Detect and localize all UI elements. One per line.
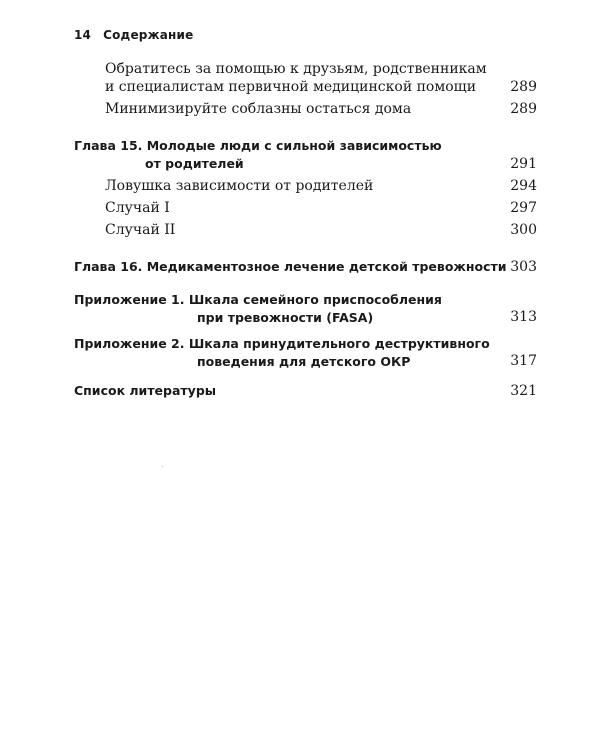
toc-appendix-entry	[74, 335, 537, 371]
toc-page-number: 317	[510, 353, 537, 369]
toc-entry	[74, 177, 537, 195]
toc-page-number: 294	[510, 178, 537, 194]
toc-entry-text	[74, 177, 537, 195]
toc-entry-line: поведения для детского ОКР	[197, 354, 411, 369]
toc-entry-line: при тревожности (FASA)	[197, 310, 374, 325]
toc-entry	[74, 221, 537, 239]
toc-chapter-entry	[74, 137, 537, 173]
toc-page-number: 291	[510, 156, 537, 172]
toc-entry-line: Приложение 1. Шкала семейного приспособления	[74, 292, 442, 307]
toc-entry-text	[74, 100, 537, 118]
toc-entry-text	[74, 137, 537, 173]
toc-page-number: 321	[510, 383, 537, 399]
toc-entry-line: Случай I	[105, 200, 170, 216]
toc-chapter-entry	[74, 258, 537, 276]
toc-page-number: 289	[510, 101, 537, 117]
toc-entry-line: Приложение 2. Шкала принудительного деструктивного	[74, 336, 490, 351]
running-header	[74, 28, 193, 42]
toc-entry-line: Минимизируйте соблазны остаться дома	[105, 101, 412, 117]
toc-entry-text	[74, 382, 537, 400]
toc-entry-text	[74, 291, 537, 327]
toc-entry-line: от родителей	[145, 156, 244, 171]
toc-references-entry	[74, 382, 537, 400]
toc-entry-line: Обратитесь за помощью к друзьям, родственникам	[105, 61, 487, 77]
toc-entry-line: Случай II	[105, 222, 176, 238]
toc-entry-line: и специалистам первичной медицинской помощи	[105, 79, 477, 95]
toc-entry	[74, 100, 537, 118]
toc-entry-text	[74, 335, 537, 371]
toc-page-number: 289	[510, 79, 537, 95]
toc-entry-text	[74, 221, 537, 239]
toc-entry-text	[74, 199, 537, 217]
toc-entry-text	[74, 60, 537, 96]
print-speck	[162, 466, 163, 467]
toc-entry	[74, 199, 537, 217]
toc-page-number: 303	[510, 259, 537, 275]
toc-entry-text	[74, 258, 537, 276]
page-number: 14	[74, 28, 92, 42]
toc-page-number: 300	[510, 222, 537, 238]
toc-appendix-entry	[74, 291, 537, 327]
toc-page-number: 313	[510, 309, 537, 325]
toc-entry-line: Список литературы	[74, 383, 217, 398]
toc-entry-line: Глава 16. Медикаментозное лечение детской тревожности	[74, 259, 507, 274]
toc-entry	[74, 60, 537, 96]
toc-entry-line: Глава 15. Молодые люди с сильной зависимостью	[74, 138, 442, 153]
toc-entry-line: Ловушка зависимости от родителей	[105, 178, 374, 194]
toc-page-number: 297	[510, 200, 537, 216]
running-title: Содержание	[103, 28, 194, 42]
